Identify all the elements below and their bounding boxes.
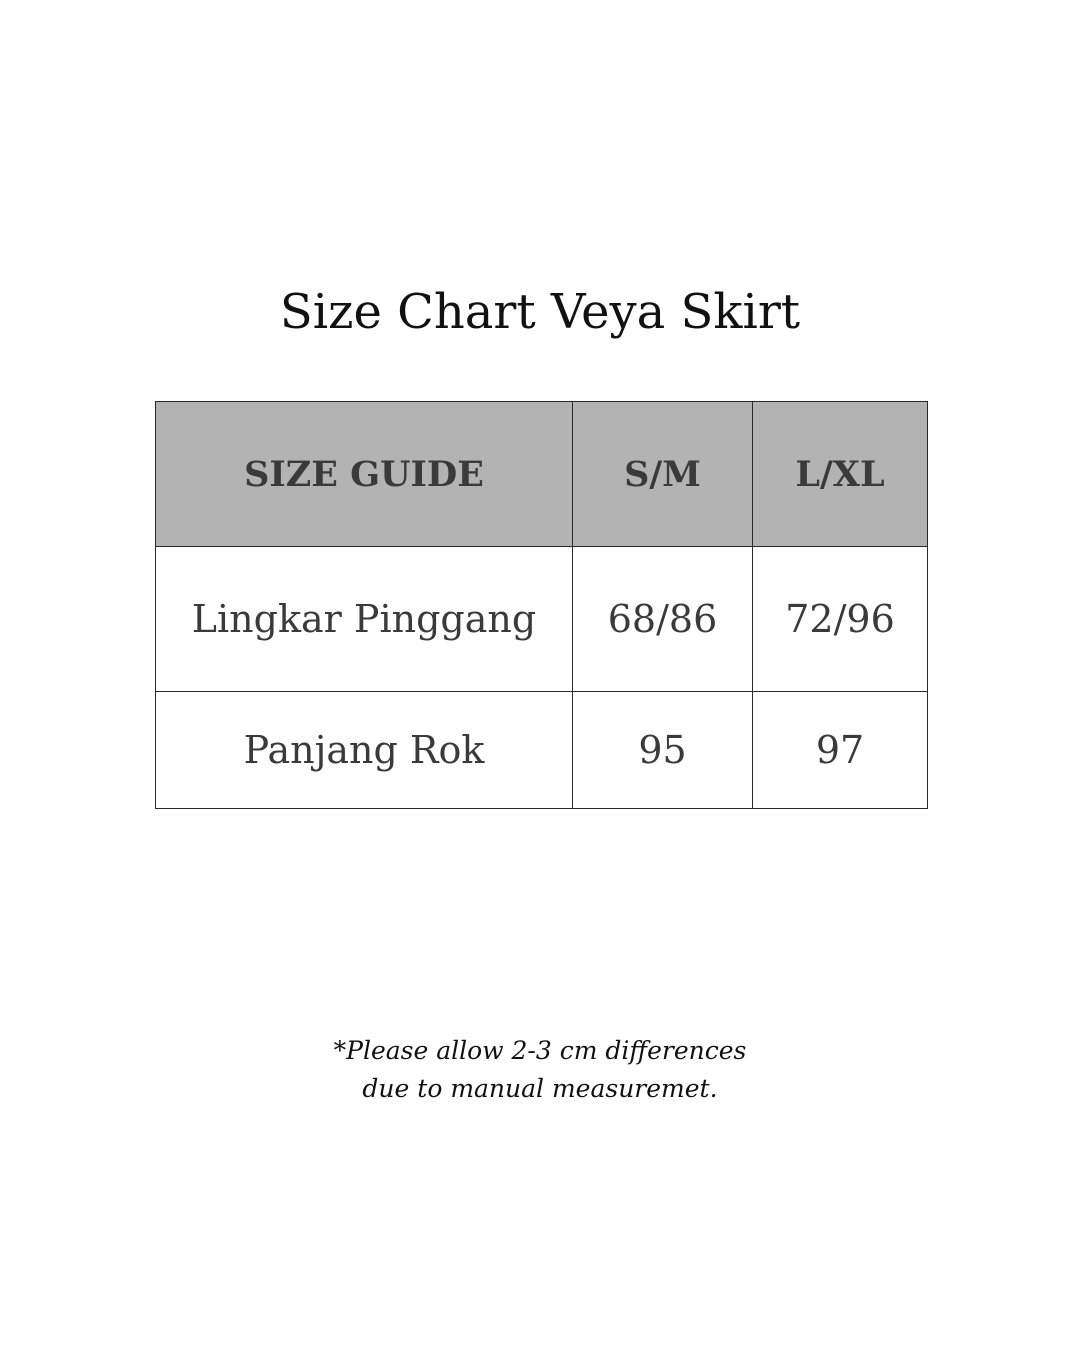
- table-row-length: [156, 692, 928, 809]
- table-row-waist: [156, 547, 928, 692]
- note-line-2: due to manual measuremet.: [362, 1074, 718, 1103]
- page-title: Size Chart Veya Skirt: [279, 284, 801, 340]
- row-label-length: Panjang Rok: [156, 692, 573, 809]
- header-size-sm: S/M: [573, 402, 753, 547]
- length-sm-value: 95: [573, 692, 753, 809]
- row-label-waist: Lingkar Pinggang: [156, 547, 573, 692]
- length-lxl-value: 97: [753, 692, 928, 809]
- measurement-note: [0, 1032, 1080, 1108]
- waist-sm-value: 68/86: [573, 547, 753, 692]
- header-size-lxl: L/XL: [753, 402, 928, 547]
- table-body: [156, 547, 928, 809]
- size-chart-table: [155, 401, 928, 809]
- waist-lxl-value: 72/96: [753, 547, 928, 692]
- header-row: [156, 402, 928, 547]
- note-line-1: *Please allow 2-3 cm differences: [333, 1036, 747, 1065]
- header-size-guide: SIZE GUIDE: [156, 402, 573, 547]
- table-header: [156, 402, 928, 547]
